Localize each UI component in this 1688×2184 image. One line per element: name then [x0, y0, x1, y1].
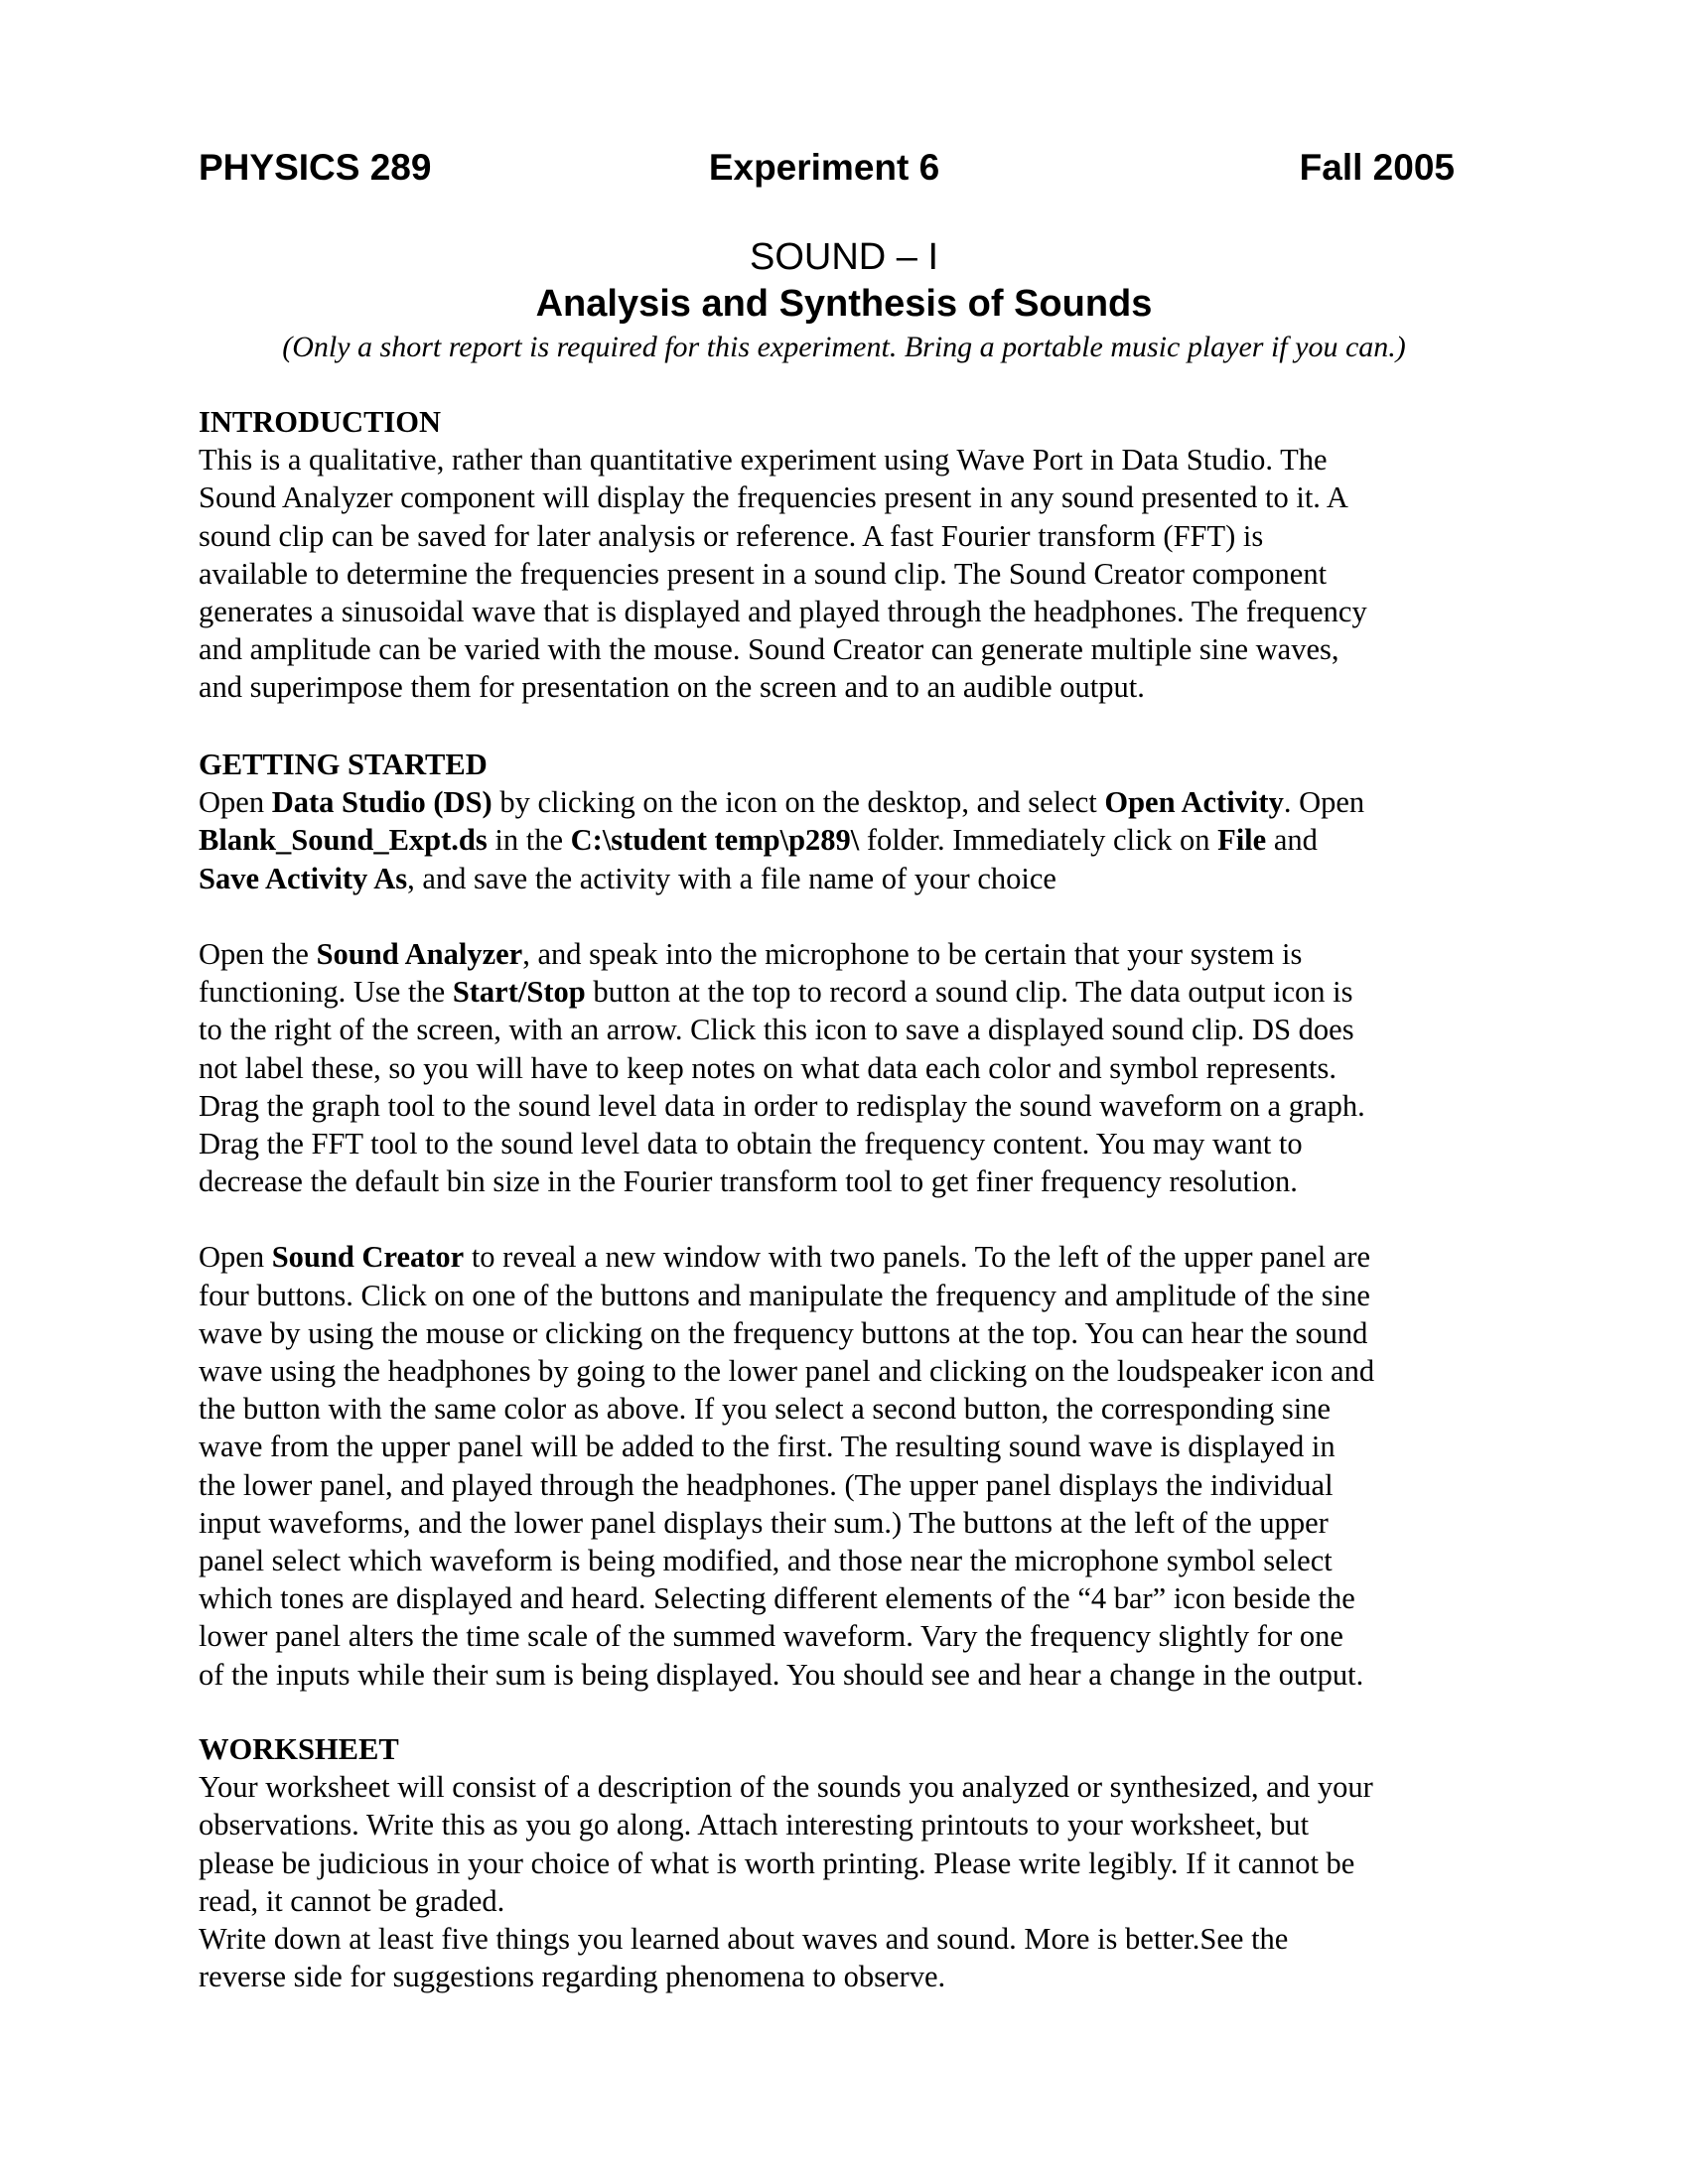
- paragraph-line: reverse side for suggestions regarding phenomena to observe.: [199, 1960, 946, 1994]
- bold-term: Data Studio (DS): [271, 785, 492, 820]
- text-run: . Open: [1283, 785, 1365, 820]
- paragraph-line: [199, 973, 1499, 1011]
- introduction-section: [199, 403, 1499, 707]
- report-note: (Only a short report is required for this experiment. Bring a portable music player if you can.): [282, 331, 1406, 363]
- paragraph-line: Drag the graph tool to the sound level data in order to redisplay the sound waveform on a graph.: [199, 1088, 1365, 1123]
- bold-term: Open Activity: [1104, 785, 1284, 820]
- section-heading-getting-started: GETTING STARTED: [199, 748, 488, 781]
- text-run: functioning. Use the: [199, 975, 453, 1010]
- bold-term: Blank_Sound_Expt.ds: [199, 823, 488, 858]
- paragraph-line: [199, 1238, 1499, 1276]
- bold-term: Save Activity As: [199, 861, 408, 895]
- paragraph-line: sound clip can be saved for later analysis or reference. A fast Fourier transform (FFT) is: [199, 518, 1264, 553]
- getting-started-section: [199, 746, 1499, 1694]
- bold-term: Sound Analyzer: [316, 936, 523, 971]
- document-title: SOUND – I: [749, 236, 939, 278]
- bold-term: C:\student temp\p289\: [570, 823, 860, 858]
- text-run: button at the top to record a sound clip. The data output icon is: [585, 975, 1353, 1010]
- paragraph-line: the lower panel, and played through the headphones. (The upper panel displays the individual: [199, 1467, 1334, 1502]
- paragraph-line: Write down at least five things you learned about waves and sound. More is better.See the: [199, 1921, 1289, 1956]
- text-run: to reveal a new window with two panels. To the left of the upper panel are: [464, 1240, 1371, 1275]
- paragraph-line: Drag the FFT tool to the sound level data to obtain the frequency content. You may want to: [199, 1126, 1303, 1160]
- text-run: by clicking on the icon on the desktop, and select: [492, 785, 1105, 820]
- paragraph-line: This is a qualitative, rather than quantitative experiment using Wave Port in Data Studio. The: [199, 443, 1328, 478]
- term-label: Fall 2005: [1299, 147, 1455, 188]
- paragraph-line: [199, 783, 1499, 821]
- text-run: , and save the activity with a file name of your choice: [407, 861, 1056, 895]
- paragraph-line: to the right of the screen, with an arrow. Click this icon to save a displayed sound clip. DS does: [199, 1013, 1354, 1047]
- paragraph-line: [199, 935, 1499, 973]
- experiment-number: Experiment 6: [708, 147, 940, 188]
- paragraph-line: Your worksheet will consist of a description of the sounds you analyzed or synthesized, and your: [199, 1770, 1373, 1805]
- paragraph-line: generates a sinusoidal wave that is displayed and played through the headphones. The frequency: [199, 594, 1367, 628]
- paragraph-line: Sound Analyzer component will display the frequencies present in any sound presented to it. A: [199, 480, 1348, 515]
- paragraph-line: input waveforms, and the lower panel displays their sum.) The buttons at the left of the upper: [199, 1505, 1329, 1540]
- paragraph-line: of the inputs while their sum is being displayed. You should see and hear a change in the output.: [199, 1657, 1364, 1692]
- paragraph-line: [199, 860, 1499, 897]
- bold-term: Start/Stop: [452, 975, 586, 1010]
- text-run: , and speak into the microphone to be certain that your system is: [522, 936, 1303, 971]
- paragraph-line: available to determine the frequencies present in a sound clip. The Sound Creator component: [199, 556, 1328, 591]
- paragraph-line: observations. Write this as you go along. Attach interesting printouts to your worksheet, but: [199, 1808, 1310, 1843]
- course-title: PHYSICS 289: [199, 147, 432, 188]
- document-subtitle: Analysis and Synthesis of Sounds: [535, 283, 1153, 325]
- section-heading-worksheet: WORKSHEET: [199, 1732, 399, 1766]
- paragraph-line: which tones are displayed and heard. Selecting different elements of the “4 bar” icon beside the: [199, 1581, 1355, 1616]
- paragraph-line: [199, 821, 1499, 859]
- worksheet-section: [199, 1730, 1499, 1995]
- paragraph-line: wave from the upper panel will be added to the first. The resulting sound wave is displayed in: [199, 1430, 1336, 1464]
- text-run: Open: [199, 1240, 272, 1275]
- bold-term: Sound Creator: [271, 1240, 465, 1275]
- paragraph-line: wave by using the mouse or clicking on the frequency buttons at the top. You can hear the sound: [199, 1315, 1368, 1350]
- text-run: Open the: [199, 936, 317, 971]
- text-run: folder. Immediately click on: [859, 823, 1218, 858]
- paragraph-line: read, it cannot be graded.: [199, 1883, 505, 1918]
- paragraph-line: lower panel alters the time scale of the summed waveform. Vary the frequency slightly for one: [199, 1619, 1343, 1654]
- blank-line: [199, 897, 1499, 935]
- paragraph-line: and amplitude can be varied with the mouse. Sound Creator can generate multiple sine waves,: [199, 632, 1339, 667]
- text-run: in the: [487, 823, 571, 858]
- blank-line: [199, 1200, 1499, 1238]
- section-heading-introduction: INTRODUCTION: [199, 405, 442, 439]
- paragraph-line: decrease the default bin size in the Fourier transform tool to get finer frequency resolution.: [199, 1164, 1298, 1199]
- bold-term: File: [1217, 823, 1267, 858]
- paragraph-line: please be judicious in your choice of what is worth printing. Please write legibly. If it cannot be: [199, 1845, 1355, 1880]
- paragraph-line: the button with the same color as above. If you select a second button, the corresponding sine: [199, 1392, 1332, 1427]
- paragraph-line: four buttons. Click on one of the buttons and manipulate the frequency and amplitude of the sine: [199, 1278, 1370, 1312]
- paragraph-line: panel select which waveform is being modified, and those near the microphone symbol select: [199, 1543, 1333, 1577]
- paragraph-line: wave using the headphones by going to the lower panel and clicking on the loudspeaker icon and: [199, 1354, 1375, 1388]
- paragraph-line: not label these, so you will have to keep notes on what data each color and symbol represents.: [199, 1050, 1336, 1085]
- page-header: [199, 147, 1455, 197]
- text-run: and: [1266, 823, 1318, 858]
- paragraph-line: and superimpose them for presentation on the screen and to an audible output.: [199, 670, 1145, 705]
- text-run: Open: [199, 785, 272, 820]
